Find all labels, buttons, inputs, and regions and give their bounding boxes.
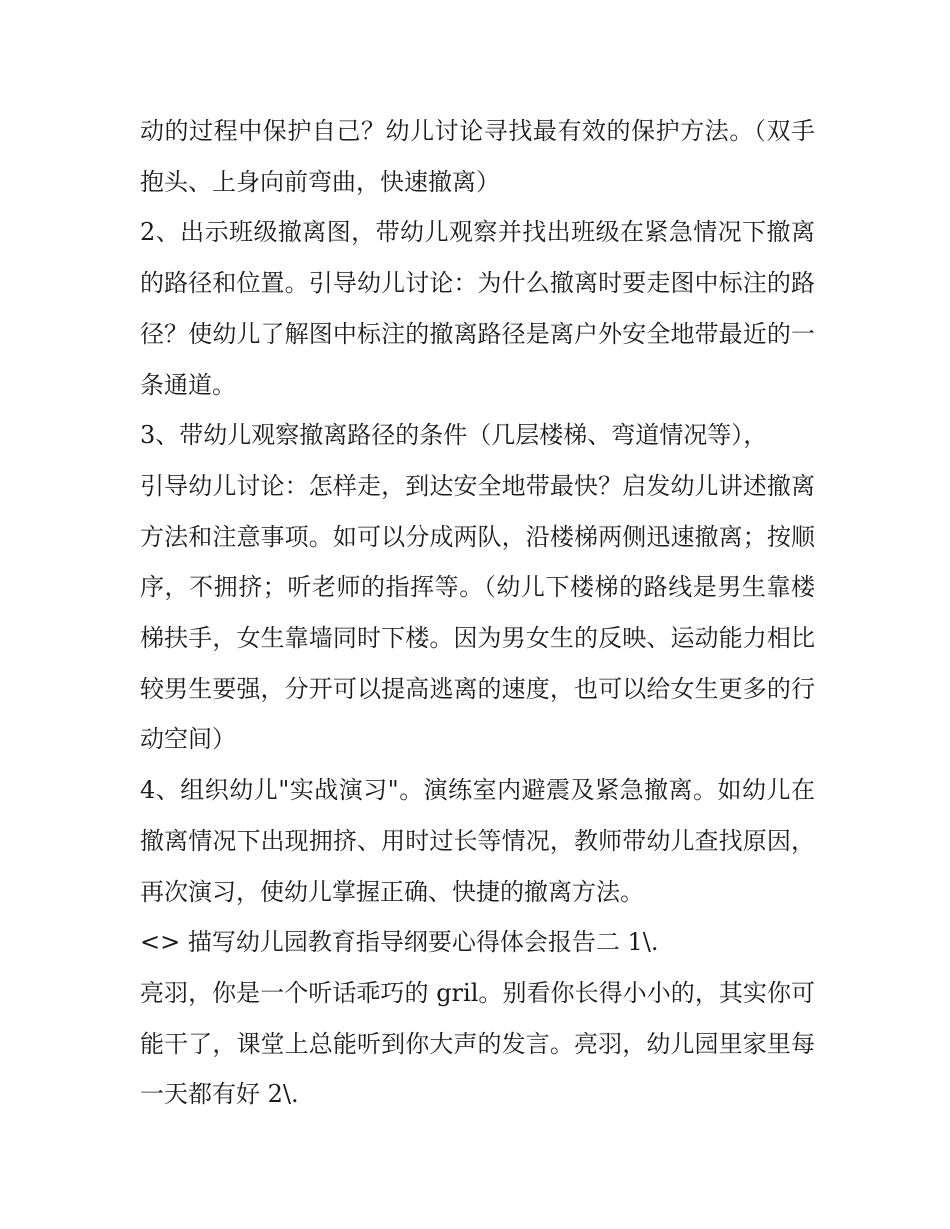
paragraph-drill: 4、组织幼儿"实战演习"。演练室内避震及紧急撤离。如幼儿在撤离情况下出现拥挤、用时过长等情况，教师带幼儿查找原因，再次演习，使幼儿掌握正确、快捷的撤离方法。 xyxy=(140,776,815,906)
paragraph-path-conditions: 3、带幼儿观察撤离路径的条件（几层楼梯、弯道情况等）， xyxy=(140,421,768,450)
paragraph-comment: 亮羽，你是一个听话乖巧的 gril。别看你长得小小的，其实你可能干了，课堂上总能听到你大声的发言。亮羽，幼儿园里家里每一天都有好 2\. xyxy=(140,978,815,1109)
document-body xyxy=(140,106,815,1120)
paragraph-discussion: 引导幼儿讨论：怎样走，到达安全地带最快？启发幼儿讲述撤离方法和注意事项。如可以分成两队，沿楼梯两侧迅速撤离；按顺序，不拥挤；听老师的指挥等。（幼儿下楼梯的路线是男生靠楼梯扶手，女生靠墙同时下楼。因为男女生的反映、运动能力相比较男生要强，分开可以提高逃离的速度，也可以给女生更多的行动空间） xyxy=(140,471,815,754)
paragraph-report-heading: <> 描写幼儿园教育指导纲要心得体会报告二 1\. xyxy=(140,928,659,957)
paragraph-protection-method: 动的过程中保护自己？幼儿讨论寻找最有效的保护方法。（双手抱头、上身向前弯曲，快速撤离） xyxy=(140,117,815,196)
paragraph-evacuation-map: 2、出示班级撤离图，带幼儿观察并找出班级在紧急情况下撤离的路径和位置。引导幼儿讨论：为什么撤离时要走图中标注的路径？使幼儿了解图中标注的撤离路径是离户外安全地带最近的一条通道。 xyxy=(140,218,815,399)
